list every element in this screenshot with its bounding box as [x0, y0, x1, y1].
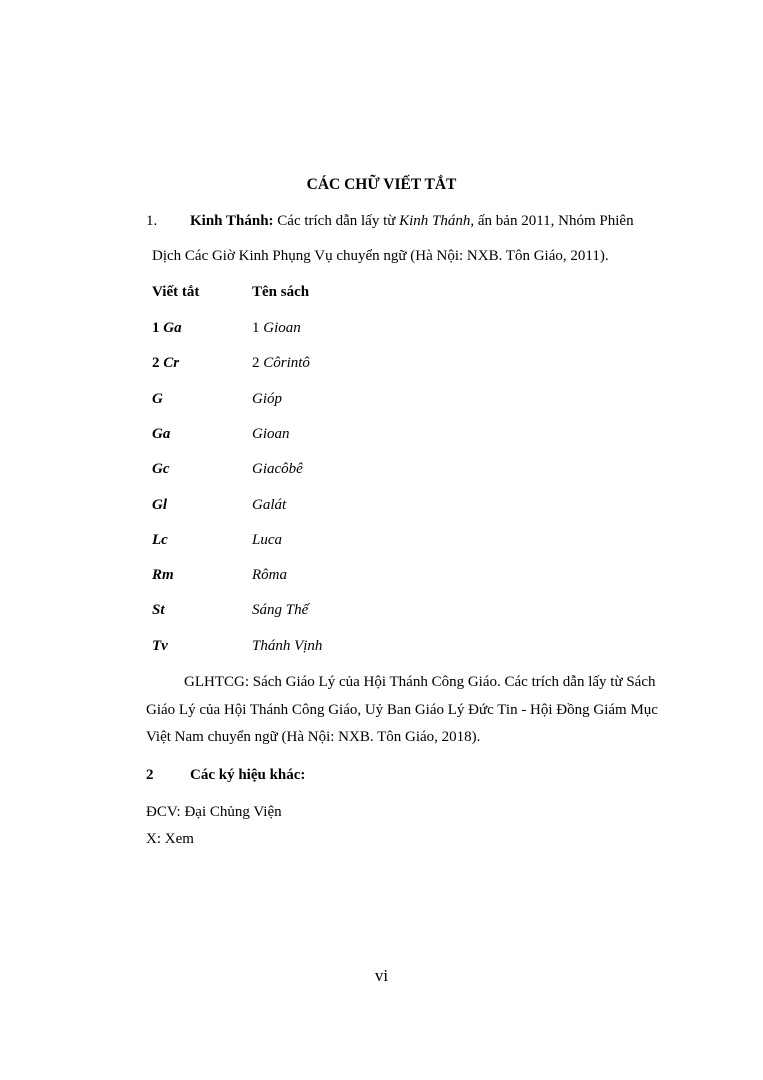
section1-text-after: , ấn bản 2011, Nhóm Phiên: [470, 213, 634, 229]
abbr-text: G: [152, 391, 163, 407]
book-name: Rôma: [252, 567, 287, 583]
name-number: 2: [252, 355, 264, 371]
table-row-name: [252, 532, 282, 549]
section1-line2: Dịch Các Giờ Kinh Phụng Vụ chuyển ngữ (Hà Nội: NXB. Tôn Giáo, 2011).: [152, 248, 609, 264]
table-row-abbr: [152, 355, 179, 372]
table-row-name: [252, 320, 301, 337]
section2-number: 2: [146, 767, 154, 783]
table-row-abbr: [152, 602, 165, 619]
table-row-abbr: [152, 461, 170, 478]
table-row-name: [252, 497, 286, 514]
section1-italic-book: Kinh Thánh: [399, 213, 471, 229]
section1-line1: [190, 213, 634, 230]
table-header-abbr: Viết tắt: [152, 284, 200, 300]
table-row-abbr: [152, 638, 168, 655]
abbr-text: Tv: [152, 638, 168, 654]
section1-text-before: Các trích dẫn lấy từ: [273, 213, 400, 229]
section1-number: 1.: [146, 213, 158, 229]
book-name: Gioan: [263, 320, 301, 336]
book-name: Thánh Vịnh: [252, 638, 323, 654]
book-name: Sáng Thế: [252, 602, 309, 618]
table-row-abbr: [152, 426, 170, 443]
glhtcg-line-1: GLHTCG: Sách Giáo Lý của Hội Thánh Công Giáo. Các trích dẫn lấy từ Sách: [184, 674, 656, 690]
abbr-text: Ga: [152, 426, 171, 442]
book-name: Gioan: [252, 426, 290, 442]
abbr-text: Gl: [152, 497, 167, 513]
table-row-name: [252, 355, 310, 372]
abbr-text: St: [152, 602, 165, 618]
table-row-name: [252, 426, 290, 443]
glhtcg-line-2: Giáo Lý của Hội Thánh Công Giáo, Uỷ Ban Giáo Lý Đức Tin - Hội Đồng Giám Mục: [146, 702, 658, 718]
table-row-abbr: [152, 567, 174, 584]
abbr-text: Cr: [163, 355, 180, 371]
abbr-number: 2: [152, 355, 164, 371]
section2-heading: Các ký hiệu khác:: [190, 767, 306, 783]
page-title: CÁC CHỮ VIẾT TẮT: [306, 176, 457, 193]
section1-heading: Kinh Thánh:: [190, 213, 274, 229]
abbr-number: 1: [152, 320, 164, 336]
abbr-text: Ga: [163, 320, 182, 336]
abbr-text: Gc: [152, 461, 170, 477]
abbr-text: Lc: [152, 532, 168, 548]
table-header-name: Tên sách: [252, 284, 310, 300]
table-row-abbr: [152, 497, 167, 514]
table-row-abbr: [152, 320, 182, 337]
section2-item-1: ĐCV: Đại Chủng Viện: [146, 804, 282, 820]
table-row-name: [252, 391, 282, 408]
page-number: vi: [374, 966, 389, 985]
book-name: Giacôbê: [252, 461, 303, 477]
glhtcg-line-3: Việt Nam chuyển ngữ (Hà Nội: NXB. Tôn Giáo, 2018).: [146, 729, 481, 745]
book-name: Gióp: [252, 391, 282, 407]
book-name: Galát: [252, 497, 287, 513]
table-row-name: [252, 638, 322, 655]
name-number: 1: [252, 320, 264, 336]
table-row-name: [252, 567, 287, 584]
table-row-abbr: [152, 532, 168, 549]
table-row-name: [252, 602, 308, 619]
section2-item-2: X: Xem: [146, 831, 194, 847]
book-name: Côrintô: [263, 355, 310, 371]
table-row-name: [252, 461, 303, 478]
table-row-abbr: [152, 391, 163, 408]
abbr-text: Rm: [152, 567, 174, 583]
book-name: Luca: [252, 532, 282, 548]
